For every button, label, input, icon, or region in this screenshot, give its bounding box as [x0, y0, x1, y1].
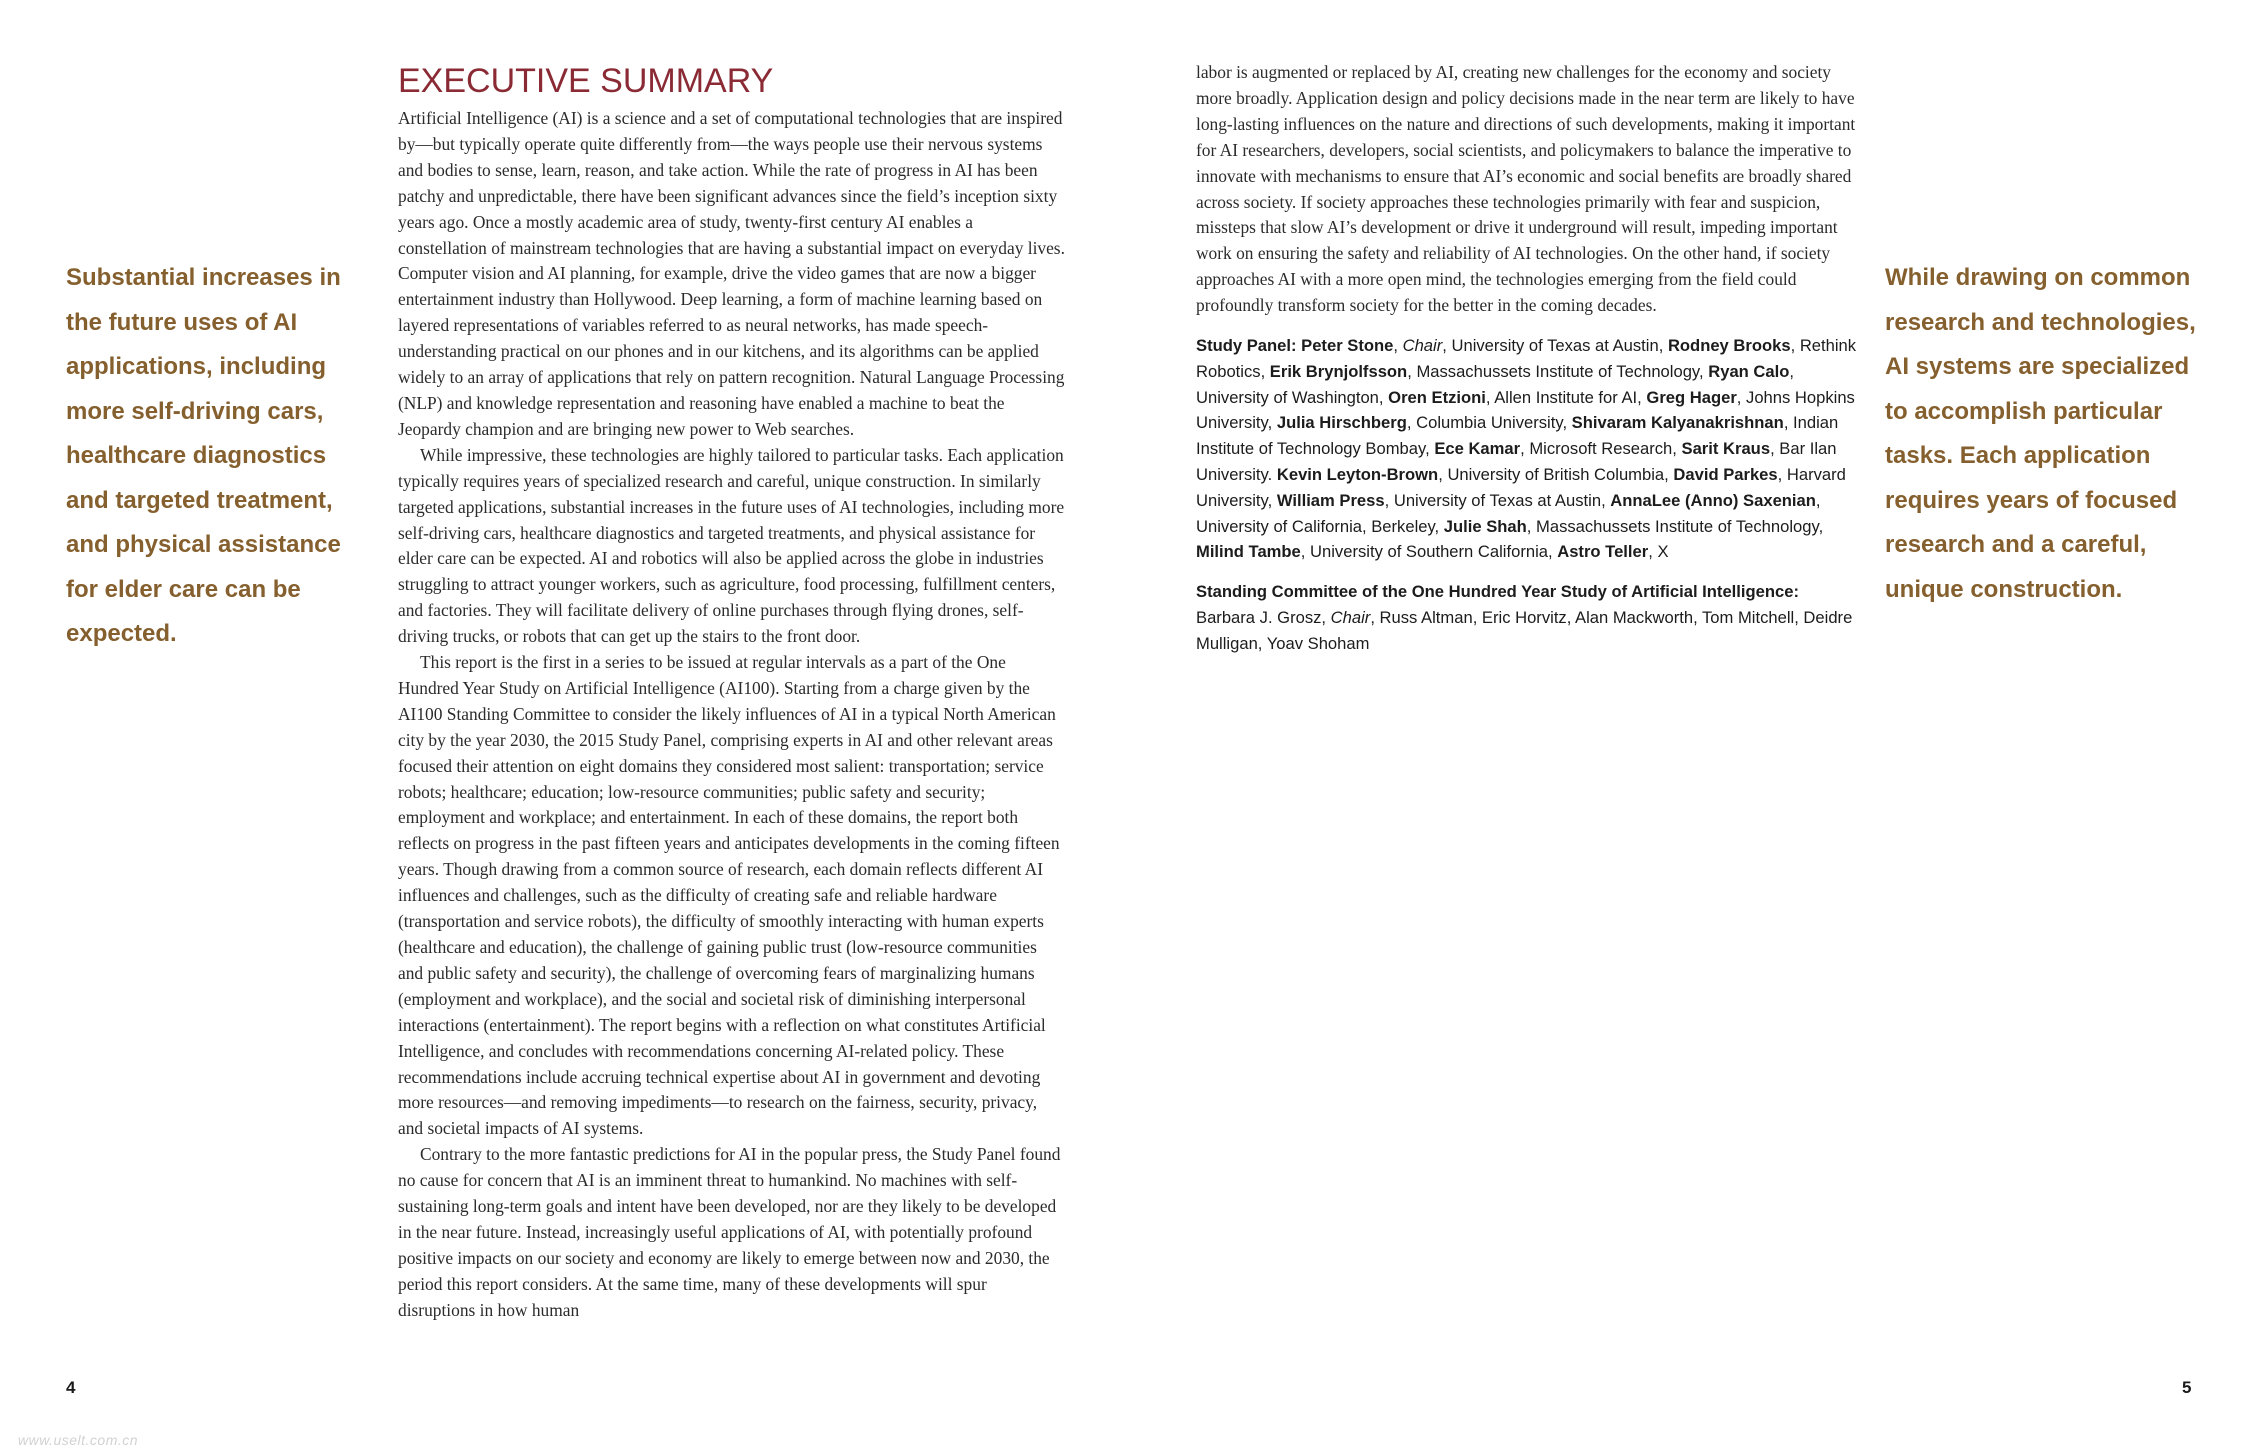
panel-member-name: William Press — [1276, 490, 1385, 510]
panel-member-affiliation: Rethink Robotics — [1196, 336, 1857, 381]
panel-member-affiliation: Bar Ilan University. — [1196, 439, 1837, 485]
body-paragraph: Artificial Intelligence (AI) is a science and a set of computational technologies that are inspired by—but typically operate quite differently from—the ways people use their nervous systems and bodies to sense, learn, reason, and take action. While the rate of progress in AI has been patchy and unpredictable, there have been significant advances since the field’s inception sixty years ago. Once a mostly academic area of study, twenty-first century AI enables a constellation of mainstream technologies that are having a substantial impact on everyday lives. Computer vision and AI planning, for example, drive the video games that are now a bigger entertainment industry than Hollywood. Deep learning, a form of machine learning based on layered representations of variables referred to as neural networks, has made speech-understanding practical on our phones and in our kitchens, and its algorithms can be applied widely to an array of applications that rely on pattern recognition. Natural Language Processing (NLP) and knowledge representation and reasoning have enabled a machine to beat the Jeopardy champion and are bringing new power to Web searches. — [398, 108, 1065, 439]
body-paragraph: While impressive, these technologies are highly tailored to particular tasks. Each application typically requires years of specialized research and careful, unique construction. In similarly targeted applications, substantial increases in the future uses of AI technologies, including more self-driving cars, healthcare diagnostics and targeted treatments, and physical assistance for elder care can be expected. AI and robotics will also be applied across the globe in industries struggling to attract younger workers, such as agriculture, food processing, fulfillment centers, and factories. They will facilitate delivery of online purchases through flying drones, self-driving trucks, or robots that can get up the stairs to the front door. — [398, 444, 1065, 647]
body-paragraph: This report is the first in a series to be issued at regular intervals as a part of the One Hundred Year Study on Artificial Intelligence (AI100). Starting from a charge given by the AI100 Standing Committee to consider the likely influences of AI in a typical North American city by the year 2030, the 2015 Study Panel, comprising experts in AI and other relevant areas focused their attention on eight domains they considered most salient: transportation; service robots; healthcare; education; low-resource communities; public safety and security; employment and workplace; and entertainment. In each of these domains, the report both reflects on progress in the past fifteen years and anticipates developments in the coming fifteen years. Though drawing from a common source of research, each domain reflects different AI influences and challenges, such as the difficulty of creating safe and reliable hardware (transportation and service robots), the difficulty of smoothly interacting with human experts (healthcare and education), the challenge of gaining public trust (low-resource communities and public safety and security), the challenge of overcoming fears of marginalizing humans (employment and workplace), and the social and societal risk of diminishing interpersonal interactions (entertainment). The report begins with a reflection on what constitutes Artificial Intelligence, and concludes with recommendations concerning AI-related policy. These recommendations include accruing technical expertise about AI in government and devoting more resources—and removing impediments—to research on the fairness, security, privacy, and societal impacts of AI systems. — [398, 652, 1060, 1139]
panel-member-name: David Parkes — [1673, 465, 1778, 485]
panel-member-name: Shivaram Kalyanakrishnan — [1571, 413, 1784, 433]
panel-member-affiliation: Microsoft Research — [1529, 439, 1673, 459]
panel-member-affiliation: University of California, Berkeley — [1196, 516, 1435, 536]
panel-member-affiliation: Massachussets Institute of Technology — [1416, 361, 1699, 381]
standing-committee-label: Standing Committee of the One Hundred Year Study of Artificial Intelligence: — [1196, 582, 1799, 602]
panel-member-affiliation: Columbia University — [1416, 413, 1563, 433]
panel-member-affiliation: Indian Institute of Technology Bombay — [1196, 413, 1839, 459]
committee-members: Russ Altman, Eric Horvitz, Alan Mackworth, Tom Mitchell, Deidre Mulligan, Yoav Shoham — [1196, 608, 1853, 653]
panel-member-name: Sarit Kraus — [1681, 439, 1771, 459]
panel-member-name: Kevin Leyton-Brown — [1276, 465, 1439, 485]
panel-member-affiliation: Johns Hopkins University — [1196, 387, 1855, 433]
panel-member-name: Julia Hirschberg — [1276, 413, 1407, 433]
panel-member-affiliation: Massachussets Institute of Technology — [1536, 516, 1819, 536]
panel-member-affiliation: Harvard University — [1196, 465, 1846, 510]
study-panel-label: Study Panel: — [1196, 336, 1297, 356]
panel-member-affiliation: University of Texas at Austin — [1393, 490, 1602, 510]
panel-member-name: Julie Shah — [1443, 516, 1527, 536]
panel-member-name: Astro Teller — [1557, 542, 1649, 562]
panel-member-name: Ece Kamar — [1434, 439, 1521, 459]
panel-member-name: Oren Etzioni — [1388, 387, 1486, 407]
right-text-column — [1196, 60, 1866, 657]
standing-committee-credits: Standing Committee of the One Hundred Year Study of Artificial Intelligence: Barbara J. Grosz, Chair, Russ Altman, Eric Horvitz, Alan Mackworth, Tom Mitchell, Deidre Mulligan, Yoav Shoham — [1196, 582, 1853, 653]
panel-member-name: Milind Tambe — [1196, 542, 1301, 562]
committee-chair-role: Chair — [1330, 608, 1371, 628]
panel-member-name: Rodney Brooks — [1667, 336, 1791, 356]
study-panel-members: Peter Stone, Chair, University of Texas at Austin, Rodney Brooks, Rethink Robotics, Erik Brynjolfsson, Massachussets Institute of Technology, Ryan Calo, University of Washington, Oren Etzioni, Allen Institute for AI, Greg Hager, Johns Hopkins University, Julia Hirschberg, Columbia University, Shivaram Kalyanakrishnan, Indian Institute of Technology Bombay, Ece Kamar, Microsoft Research, Sarit Kraus, Bar Ilan University. Kevin Leyton-Brown, University of British Columbia, David Parkes, Harvard University, William Press, University of Texas at Austin, AnnaLee (Anno) Saxenian, University of California, Berkeley, Julie Shah, Massachussets Institute of Technology, Milind Tambe, University of Southern California, Astro Teller, X — [1196, 336, 1857, 562]
panel-member-affiliation: University of Washington — [1196, 387, 1379, 407]
page-title: EXECUTIVE SUMMARY — [398, 62, 774, 100]
panel-member-role: Chair — [1402, 336, 1443, 356]
panel-member-name: Ryan Calo — [1708, 361, 1790, 381]
panel-member-affiliation: University of Southern California — [1310, 542, 1548, 562]
panel-member-affiliation: University of Texas at Austin — [1451, 336, 1659, 356]
committee-chair-name: Barbara J. Grosz — [1196, 608, 1322, 628]
watermark: www.uselt.com.cn — [18, 1432, 139, 1448]
left-text-column — [398, 60, 1066, 1324]
panel-member-name: Greg Hager — [1646, 387, 1737, 407]
panel-member-affiliation: Allen Institute for AI — [1494, 387, 1638, 407]
panel-member-affiliation: University of British Columbia — [1447, 465, 1665, 485]
page-number-right: 5 — [2182, 1378, 2192, 1397]
study-panel-credits — [1196, 333, 1866, 565]
body-paragraph: labor is augmented or replaced by AI, creating new challenges for the economy and society more broadly. Application design and policy decisions made in the near term are likely to have long-lasting influences on the nature and directions of such developments, making it important for AI researchers, developers, social scientists, and policymakers to balance the imperative to innovate with mechanisms to ensure that AI’s economic and social benefits are broadly shared across society. If society approaches these technologies primarily with fear and suspicion, missteps that slow AI’s development or drive it underground will result, impeding important work on ensuring the safety and reliability of AI technologies. On the other hand, if society approaches AI with a more open mind, the technologies emerging from the field could profoundly transform society for the better in the coming decades. — [1196, 62, 1856, 316]
right-pullquote: While drawing on common research and technologies, AI systems are specialized to accomplish particular tasks. Each application requires years of focused research and a careful, unique construction. — [1885, 264, 2196, 603]
left-pullquote: Substantial increases in the future uses of AI applications, including more self-driving cars, healthcare diagnostics and targeted treatment, and physical assistance for elder care can be expected. — [66, 264, 341, 647]
page-number-left: 4 — [66, 1378, 76, 1397]
panel-member-name: Erik Brynjolfsson — [1269, 361, 1408, 381]
panel-member-affiliation: X — [1657, 542, 1669, 562]
panel-member-name: AnnaLee (Anno) Saxenian — [1610, 490, 1816, 510]
panel-member-name: Peter Stone — [1301, 336, 1394, 356]
body-paragraph: Contrary to the more fantastic predictions for AI in the popular press, the Study Panel found no cause for concern that AI is an imminent threat to humankind. No machines with self-sustaining long-term goals and intent have been developed, nor are they likely to be developed in the near future. Instead, increasingly useful applications of AI, with potentially profound positive impacts on our society and economy are likely to emerge between now and 2030, the period this report considers. At the same time, many of these developments will spur disruptions in how human — [398, 1144, 1061, 1320]
